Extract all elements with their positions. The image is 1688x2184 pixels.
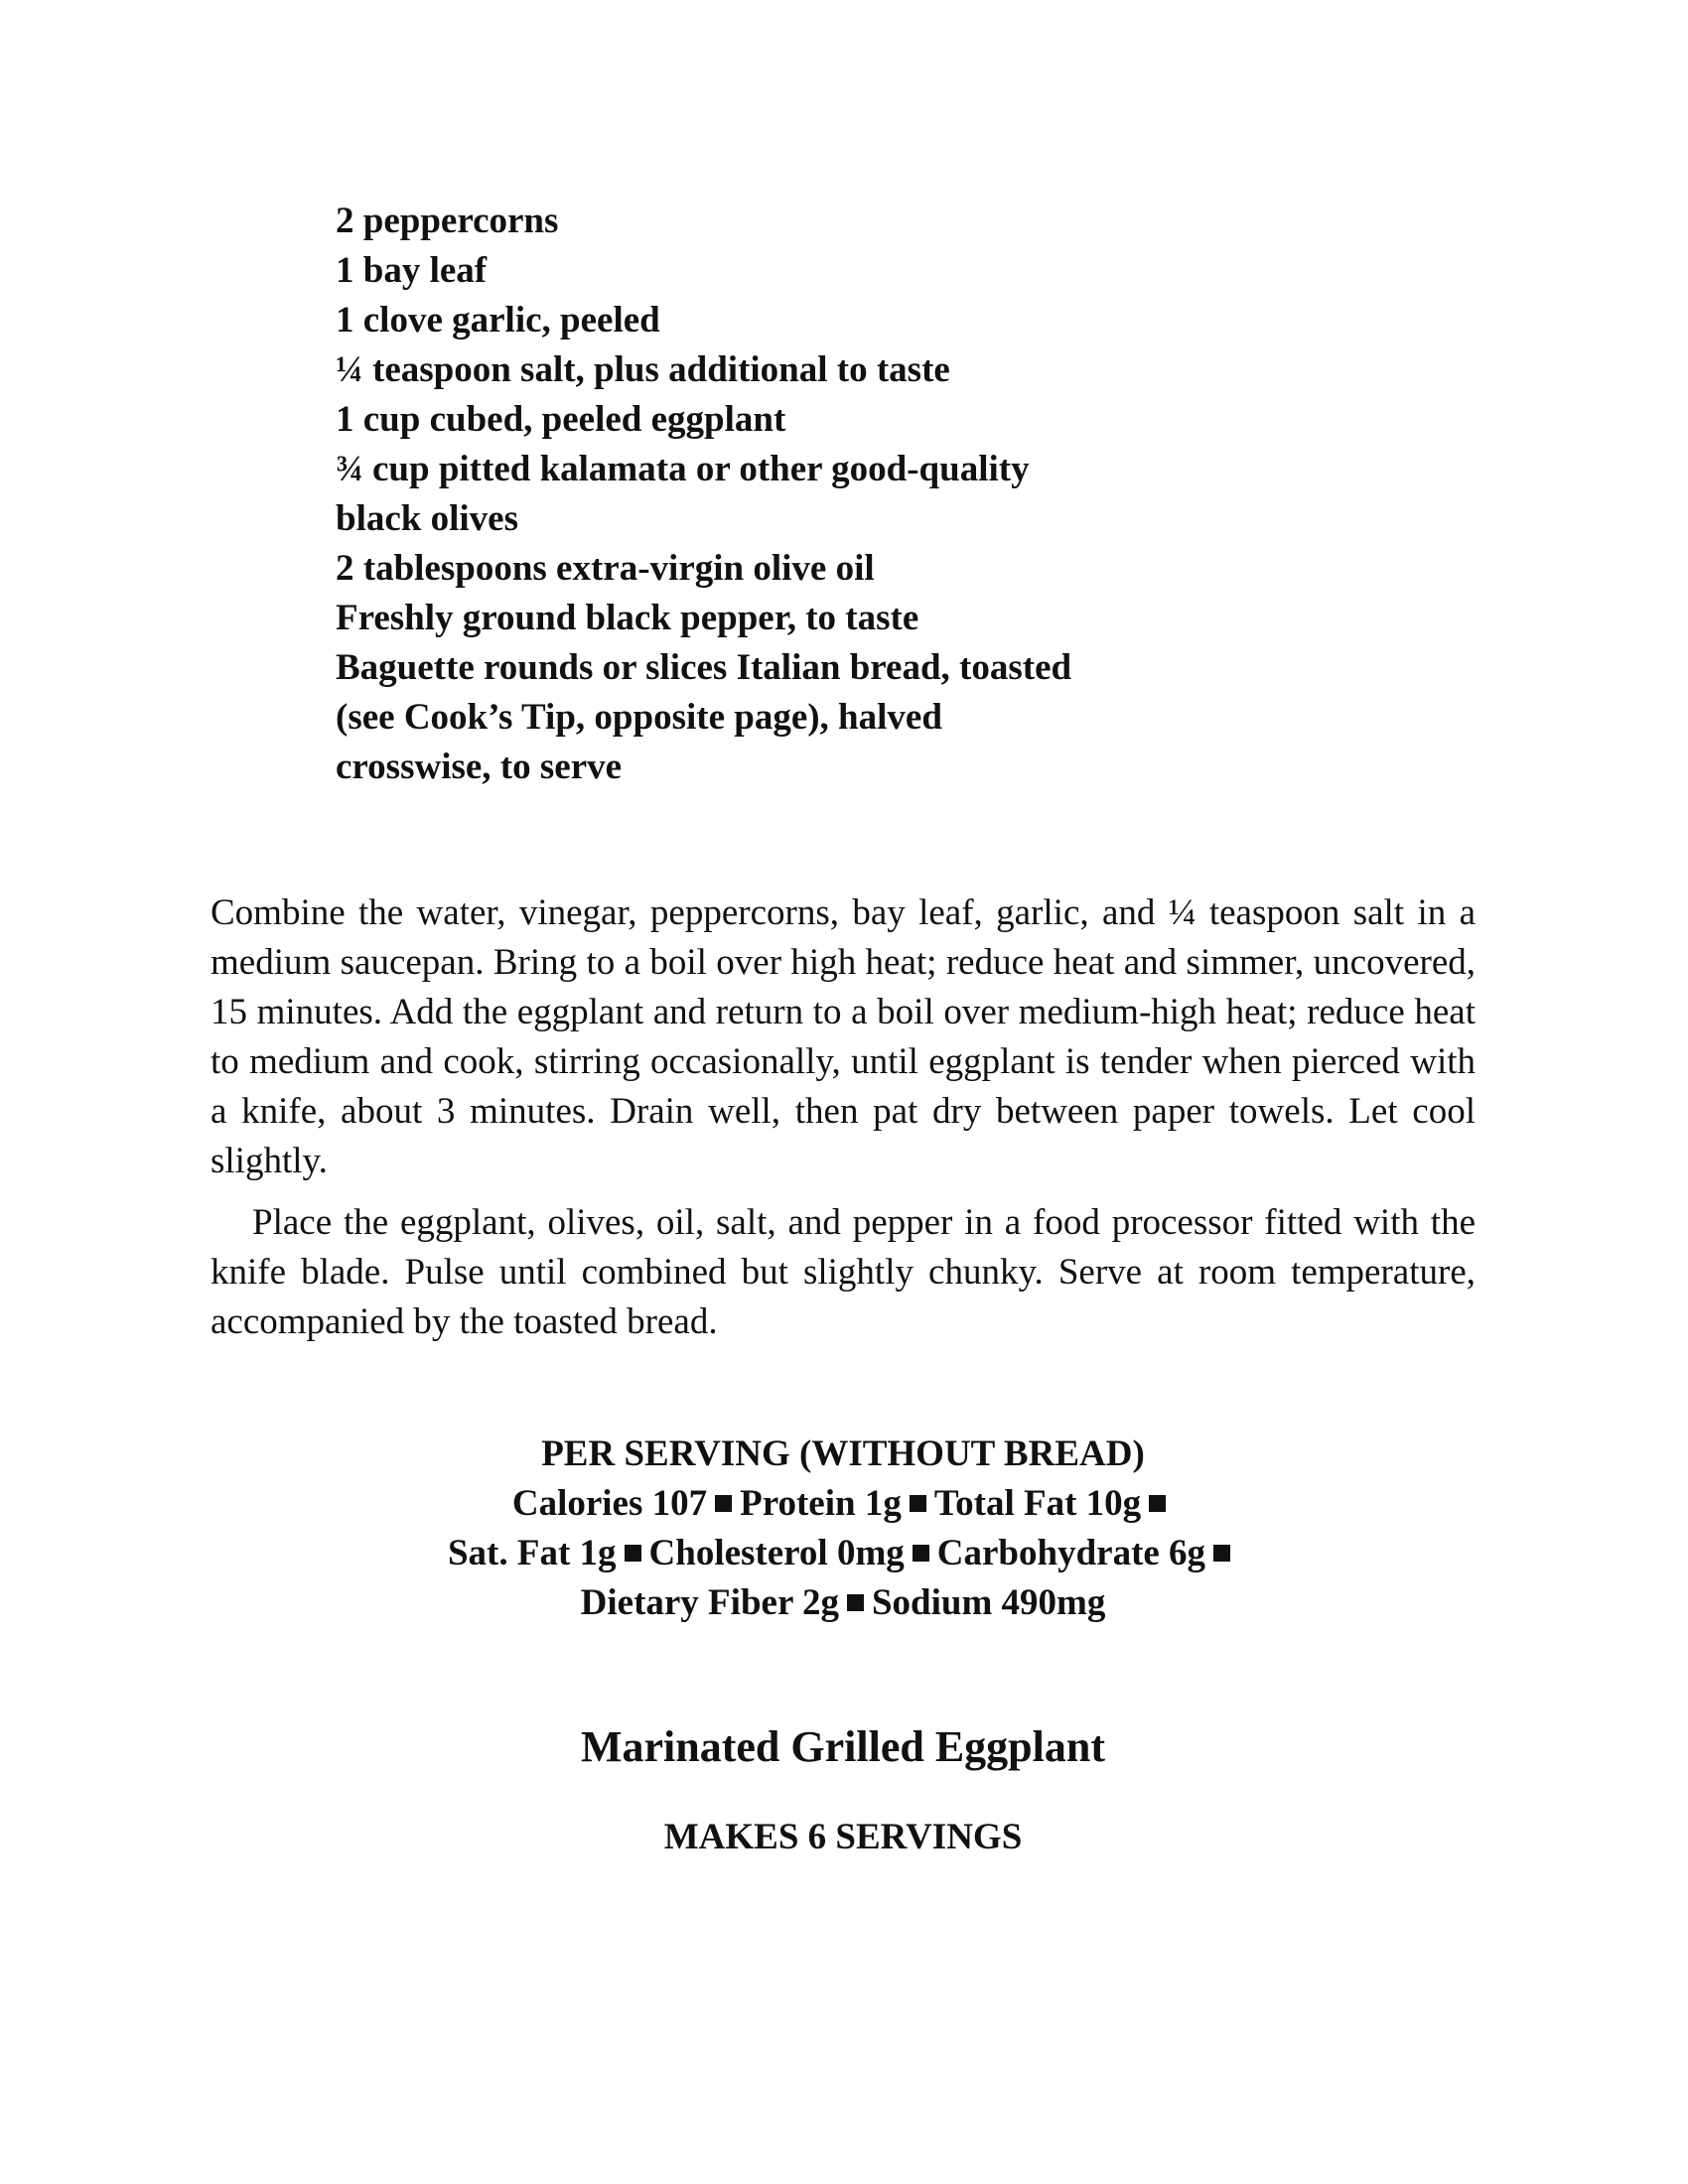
ingredient-line: 1 bay leaf [336, 250, 488, 291]
nutrition-carbohydrate: Carbohydrate 6g [936, 1533, 1206, 1573]
ingredient-line: crosswise, to serve [336, 747, 623, 787]
ingredient-line: 1 clove garlic, peeled [336, 300, 660, 341]
ingredient-line: 2 tablespoons extra-virgin olive oil [336, 548, 875, 589]
nutrition-info [211, 1430, 1476, 1628]
ingredient-line: ¾ cup pitted kalamata or other good-quality [336, 449, 1030, 489]
nutrition-protein: Protein 1g [740, 1483, 902, 1524]
nutrition-line-2 [211, 1529, 1476, 1578]
nutrition-line-3 [211, 1578, 1476, 1628]
nutrition-calories: Calories 107 [511, 1483, 708, 1524]
square-bullet-icon [847, 1594, 864, 1611]
ingredient-line: 2 peppercorns [336, 201, 559, 241]
ingredient-line: ¼ teaspoon salt, plus additional to taste [336, 349, 950, 390]
nutrition-fiber: Dietary Fiber 2g [580, 1582, 839, 1623]
recipe-servings: MAKES 6 SERVINGS [663, 1817, 1023, 1857]
recipe-title: Marinated Grilled Eggplant [581, 1722, 1105, 1771]
ingredient-line: (see Cook’s Tip, opposite page), halved [336, 697, 942, 738]
nutrition-line-1 [211, 1479, 1476, 1529]
method-step-1: Combine the water, vinegar, peppercorns, bay leaf, garlic, and ¼ teaspoon salt in a medium saucepan. Bring to a boil over high heat; reduce heat and simmer, uncovered, 15 minutes. Add the eggplant and return to a boil over medium-high heat; reduce heat to medium and cook, stirring occasionally, until eggplant is tender when pierced with a knife, about 3 minutes. Drain well, then pat dry between paper towels. Let cool slightly. [211, 892, 1476, 1181]
square-bullet-icon [625, 1545, 641, 1562]
ingredient-line: 1 cup cubed, peeled eggplant [336, 399, 786, 440]
square-bullet-icon [913, 1545, 929, 1562]
square-bullet-icon [715, 1495, 732, 1512]
nutrition-heading: PER SERVING (WITHOUT BREAD) [541, 1433, 1145, 1474]
nutrition-sat-fat: Sat. Fat 1g [447, 1533, 617, 1573]
method-section [211, 888, 1476, 1347]
nutrition-total-fat: Total Fat 10g [933, 1483, 1142, 1524]
ingredient-line: black olives [336, 498, 518, 539]
ingredient-line: Baguette rounds or slices Italian bread, toasted [336, 647, 1072, 688]
square-bullet-icon [1213, 1545, 1230, 1562]
square-bullet-icon [910, 1495, 926, 1512]
ingredient-list [336, 197, 1229, 792]
ingredient-line: Freshly ground black pepper, to taste [336, 598, 919, 638]
nutrition-sodium: Sodium 490mg [871, 1582, 1106, 1623]
square-bullet-icon [1149, 1495, 1166, 1512]
nutrition-cholesterol: Cholesterol 0mg [648, 1533, 905, 1573]
method-step-2: Place the eggplant, olives, oil, salt, and pepper in a food processor fitted with the knife blade. Pulse until combined but slightly chunky. Serve at room temperature, accompanied by the toasted bread. [211, 1202, 1476, 1342]
